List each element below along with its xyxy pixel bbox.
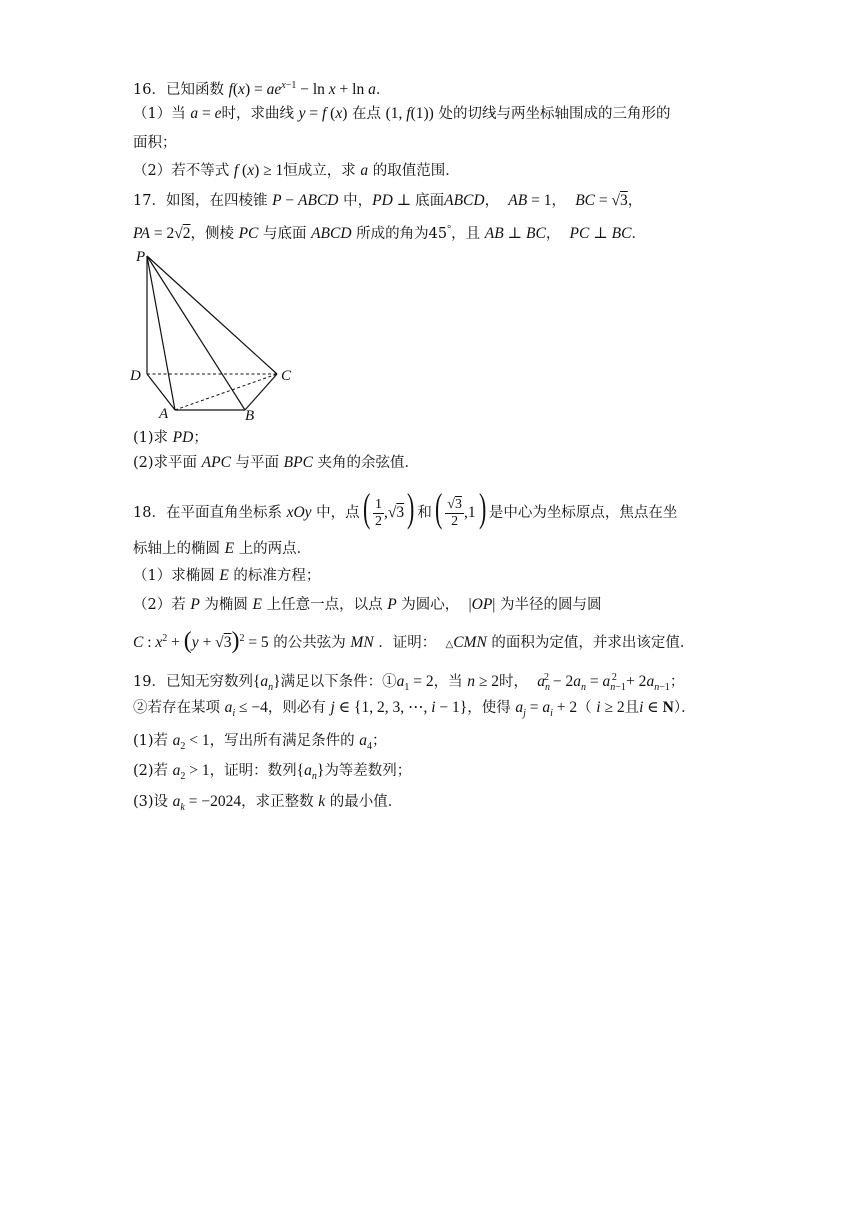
label-C: C bbox=[281, 368, 292, 384]
q17-part-2: (2)求平面 APC 与平面 BPC 夹角的余弦值． bbox=[133, 454, 420, 471]
edge-BC bbox=[245, 374, 277, 410]
label-P: P bbox=[136, 249, 146, 265]
q19-part-1: (1)若 $a_2 < 1$，写出所有满足条件的 $a_4$； bbox=[133, 732, 387, 752]
q16-line-3: 面积； bbox=[133, 135, 177, 151]
q18-line-3: （1）求椭圆 E 的标准方程； bbox=[133, 567, 321, 584]
q16-line-1: 16．已知函数 $f(x) = ae^{x-1} - \ln x + \ln a$． bbox=[133, 80, 391, 98]
edge-PC bbox=[147, 256, 277, 374]
edge-DA bbox=[147, 374, 175, 410]
q19-line-1: 19．已知无穷数列$\{a_n\}$满足以下条件：$①a_1 = 2$，当 n ≥ 2时， $a_n^2 - 2a_n = a_{n-1}^2 + 2a_{n-1}$； bbox=[133, 672, 685, 693]
q18-line-4: （2）若 P 为椭圆 E 上任意一点，以点 P 为圆心， |OP| 为半径的圆与圆 bbox=[133, 596, 602, 613]
label-B: B bbox=[245, 408, 255, 424]
q17-line-1: 17．如图，在四棱锥 P − ABCD 中，PD ⊥ 底面ABCD， AB = 1， BC = √3， bbox=[133, 192, 643, 209]
label-A: A bbox=[159, 406, 169, 422]
pyramid-figure bbox=[125, 248, 305, 424]
q19-line-2: ②若存在某项 $a_i \le -4$，则必有 j ∈ {1, 2, 3, ⋯, i − 1}，使得 $a_j = a_i + 2$（ i ≥ 2且i ∈ N）． bbox=[133, 699, 696, 719]
q18-line-5: C : $x^2 + (y + √3)^2 = 5$ 的公共弦为 MN ．证明： △CMN 的面积为定值，并求出该定值． bbox=[133, 628, 695, 654]
q17-part-1: (1)求 PD； bbox=[133, 429, 208, 446]
q18-line-2: 标轴上的椭圆 E 上的两点． bbox=[133, 540, 312, 557]
edge-PB bbox=[147, 256, 245, 410]
q16-line-4: （2）若不等式 f (x) ≥ 1恒成立，求 a 的取值范围． bbox=[133, 162, 460, 179]
q19-part-2: (2)若 $a_2 > 1$，证明：数列$\{a_n\}$为等差数列； bbox=[133, 762, 412, 782]
q19-part-3: (3)设 $a_k = -2024$，求正整数 k 的最小值． bbox=[133, 793, 403, 813]
label-D: D bbox=[130, 368, 141, 384]
q18-line-1: 18．在平面直角坐标系 xOy 中，点( $\frac{1}{2}$ ,√3) 和( $\frac{√3}{2}$ ,1) 是中心为坐标原点，焦点在坐 bbox=[133, 485, 678, 530]
q17-line-2: PA = 2√2，侧棱 PC 与底面 ABCD 所成的角为45°，且 AB ⊥ BC， PC ⊥ BC． bbox=[133, 224, 646, 242]
q16-line-2: （1）当 a = e时，求曲线 y = f (x) 在点 (1, f(1)) 处的切线与两坐标轴围成的三角形的 bbox=[133, 105, 671, 122]
